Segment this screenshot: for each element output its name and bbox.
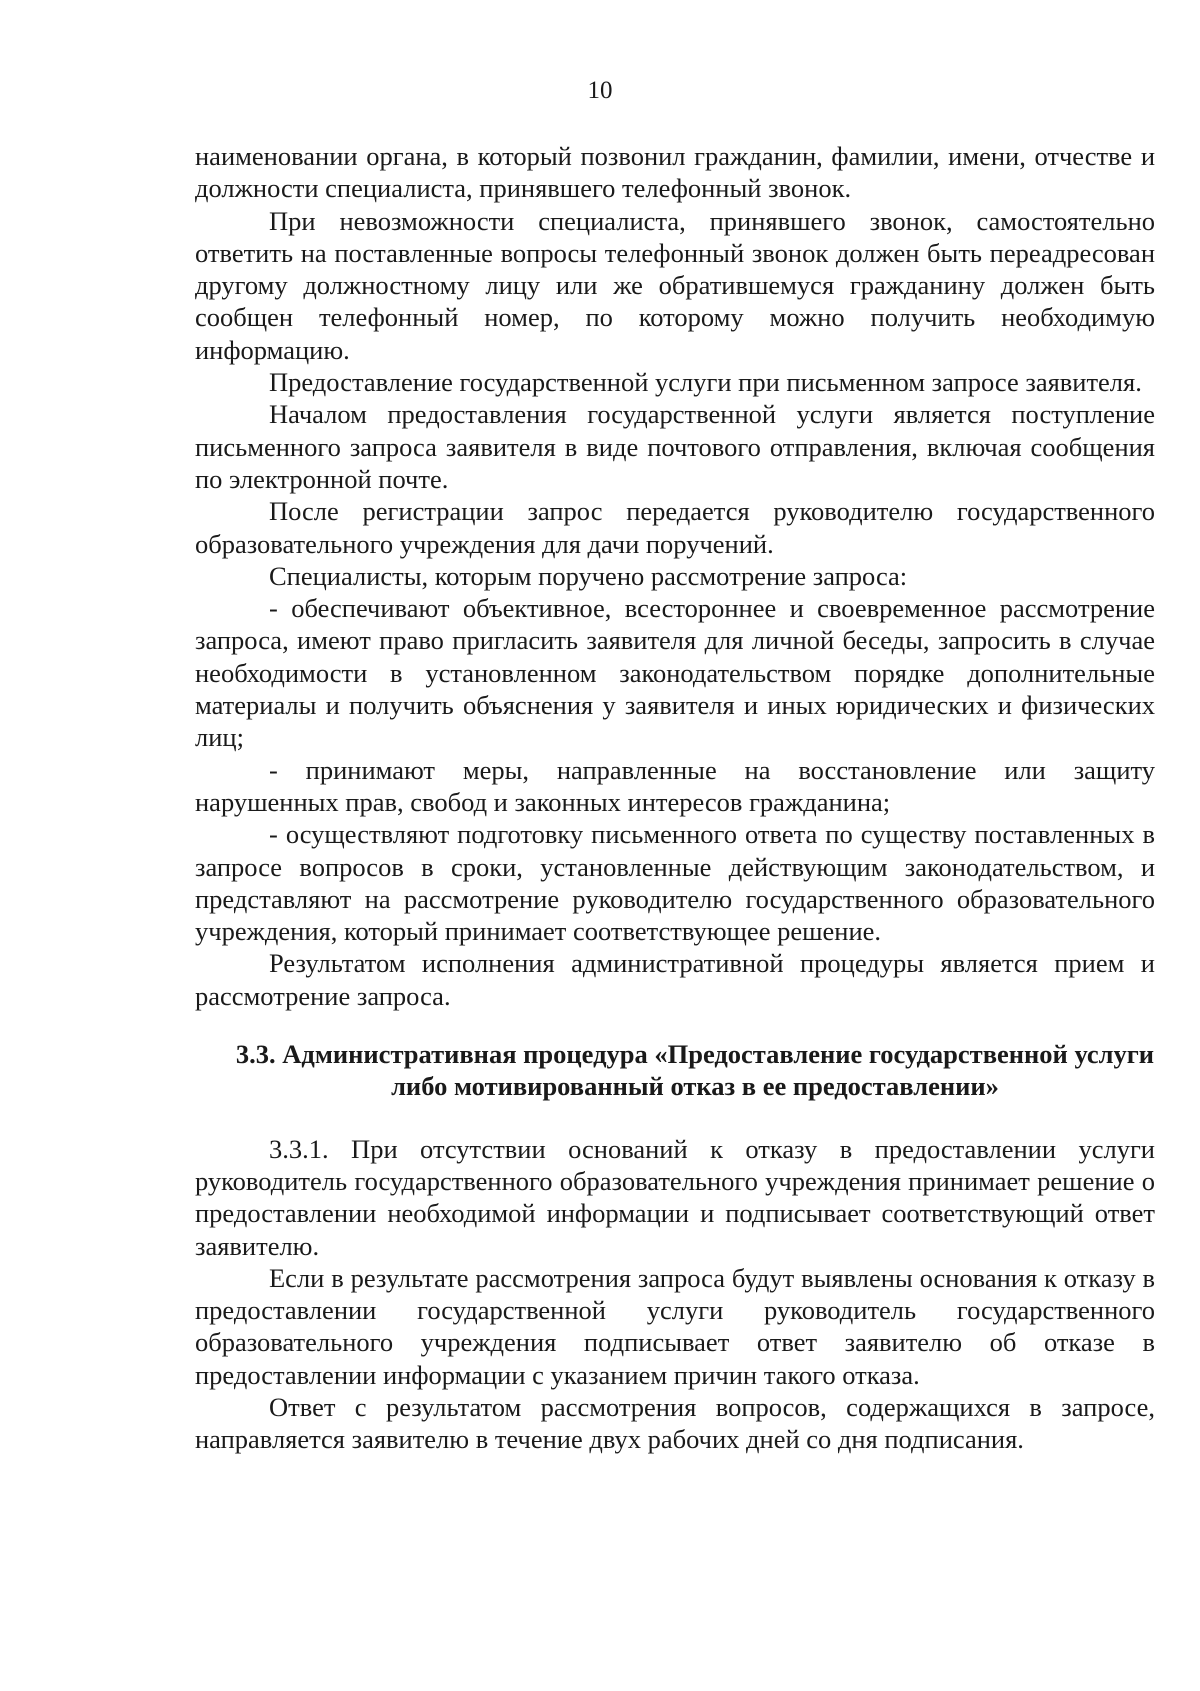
list-item: - обеспечивают объективное, всестороннее и своевременное рассмотрение запроса, имеют право пригласить заявителя для личной беседы, запросить в случае необходимости в установленном законодательством порядке дополнительные материалы и получить объяснения у заявителя и иных юридических и физических лиц; <box>195 593 1155 753</box>
paragraph-continuation: наименовании органа, в который позвонил гражданин, фамилии, имени, отчестве и должности специалиста, принявшего телефонный звонок. <box>195 141 1155 204</box>
paragraph: После регистрации запрос передается руководителю государственного образовательного учреждения для дачи поручений. <box>195 496 1155 559</box>
paragraph: Результатом исполнения административной процедуры является прием и рассмотрение запроса. <box>195 948 1155 1011</box>
paragraph: При невозможности специалиста, принявшего звонок, самостоятельно ответить на поставленные вопросы телефонный звонок должен быть переадресован другому должностному лицу или же обратившемуся гражданину должен быть сообщен телефонный номер, по которому можно получить необходимую информацию. <box>195 205 1155 365</box>
spacer <box>195 1103 1155 1133</box>
spacer <box>195 1012 1155 1038</box>
list-item: - осуществляют подготовку письменного ответа по существу поставленных в запросе вопросов в сроки, установленные действующим законодательством, и представляют на рассмотрение руководителю государственного образовательного учреждения, который принимает соответствующее решение. <box>195 819 1155 947</box>
list-item: - принимают меры, направленные на восстановление или защиту нарушенных прав, свобод и законных интересов гражданина; <box>195 754 1155 817</box>
document-body <box>195 140 1155 1456</box>
paragraph: Началом предоставления государственной услуги является поступление письменного запроса заявителя в виде почтового отправления, включая сообщения по электронной почте. <box>195 399 1155 494</box>
paragraph: Если в результате рассмотрения запроса будут выявлены основания к отказу в предоставлении государственной услуги руководитель государственного образовательного учреждения подписывает ответ заявителю об отказе в предоставлении информации с указанием причин такого отказа. <box>195 1262 1155 1390</box>
paragraph: Специалисты, которым поручено рассмотрение запроса: <box>269 560 908 591</box>
paragraph: Ответ с результатом рассмотрения вопросов, содержащихся в запросе, направляется заявителю в течение двух рабочих дней со дня подписания. <box>195 1391 1155 1455</box>
paragraph: 3.3.1. При отсутствии оснований к отказу в предоставлении услуги руководитель государственного образовательного учреждения принимает решение о предоставлении необходимой информации и подписывает соответствующий ответ заявителю. <box>195 1133 1155 1261</box>
page-number: 10 <box>587 77 613 104</box>
section-heading: 3.3. Административная процедура «Предоставление государственной услуги либо мотивированный отказ в ее предоставлении» <box>235 1039 1155 1102</box>
paragraph: Предоставление государственной услуги при письменном запросе заявителя. <box>269 367 1142 398</box>
